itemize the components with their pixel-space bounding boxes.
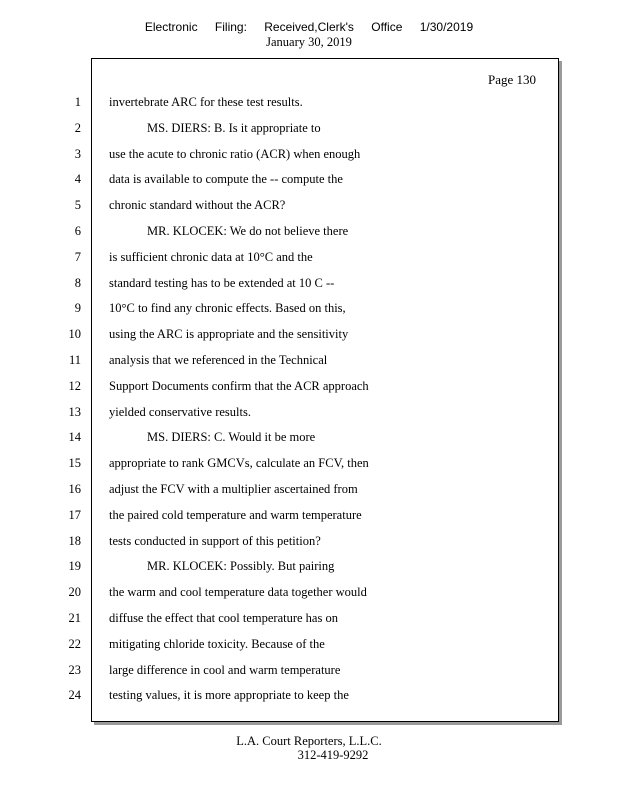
transcript-line: MS. DIERS: C. Would it be more [147,430,316,445]
filing-word-electronic: Electronic [144,20,198,34]
transcript-line: MR. KLOCEK: Possibly. But pairing [147,559,335,574]
footer [0,734,618,762]
line-number: 11 [68,353,81,367]
transcript-line: mitigating chloride toxicity. Because of the [109,636,325,651]
filing-stamp [0,20,618,34]
transcript-line: using the ARC is appropriate and the sensitivity [109,327,349,342]
line-number: 17 [68,507,81,522]
transcript-line: tests conducted in support of this petition? [109,533,321,548]
line-number: 24 [68,688,81,703]
line-number: 19 [68,559,81,574]
transcript-line: 10°C to find any chronic effects. Based on this, [109,301,346,316]
line-number: 5 [74,198,81,213]
line-number: 14 [68,430,81,445]
transcript-line: yielded conservative results. [109,404,251,419]
transcript-page [68,58,559,722]
line-number: 20 [68,585,81,600]
transcript-line: testing values, it is more appropriate to keep the [109,688,349,703]
line-number: 21 [68,611,81,625]
line-number: 9 [74,301,81,316]
filing-date-stamp: 1/30/2019 [419,20,474,34]
transcript-line: diffuse the effect that cool temperature has on [109,611,338,625]
transcript-line: MS. DIERS: B. Is it appropriate to [147,120,321,135]
transcript-line: the warm and cool temperature data together would [109,585,367,600]
transcript-line: standard testing has to be extended at 10 C -- [109,275,335,290]
line-number: 6 [74,224,81,238]
line-number: 16 [68,482,81,496]
transcript-line: large difference in cool and warm temperature [109,662,341,677]
line-number: 10 [68,327,81,342]
court-reporter-name: L.A. Court Reporters, L.L.C. [236,734,382,748]
line-number: 4 [74,172,81,187]
line-number: 12 [68,378,81,393]
transcript-line: chronic standard without the ACR? [109,198,286,213]
transcript-line: Support Documents confirm that the ACR approach [109,378,369,393]
transcript-line: appropriate to rank GMCVs, calculate an FCV, then [109,456,369,471]
filing-word-office: Office [371,20,403,34]
transcript-line: the paired cold temperature and warm temperature [109,507,362,522]
line-number: 13 [68,404,81,419]
filing-word-received: Received,Clerk's [264,20,354,34]
transcript-line: is sufficient chronic data at 10°C and the [109,249,313,264]
line-number: 7 [74,249,81,264]
line-number: 8 [74,275,81,290]
line-number: 1 [74,95,81,109]
line-number: 3 [74,146,81,161]
transcript-line: invertebrate ARC for these test results. [109,95,303,109]
line-number: 15 [68,456,81,471]
line-number: 23 [68,662,81,677]
transcript-line: analysis that we referenced in the Technical [109,353,328,367]
transcript-line: use the acute to chronic ratio (ACR) when enough [109,146,361,161]
transcript-line: adjust the FCV with a multiplier ascertained from [109,482,358,496]
transcript-line: MR. KLOCEK: We do not believe there [147,224,349,238]
page-number: Page 130 [487,72,536,87]
filing-header [0,20,618,49]
line-number: 18 [68,533,81,548]
line-number: 2 [74,120,81,135]
transcript-line: data is available to compute the -- compute the [109,172,343,187]
court-reporter-phone: 312-419-9292 [297,748,369,762]
line-number: 22 [68,636,81,651]
filing-word-filing: Filing: [214,20,247,34]
transcript-date: January 30, 2019 [266,35,352,49]
